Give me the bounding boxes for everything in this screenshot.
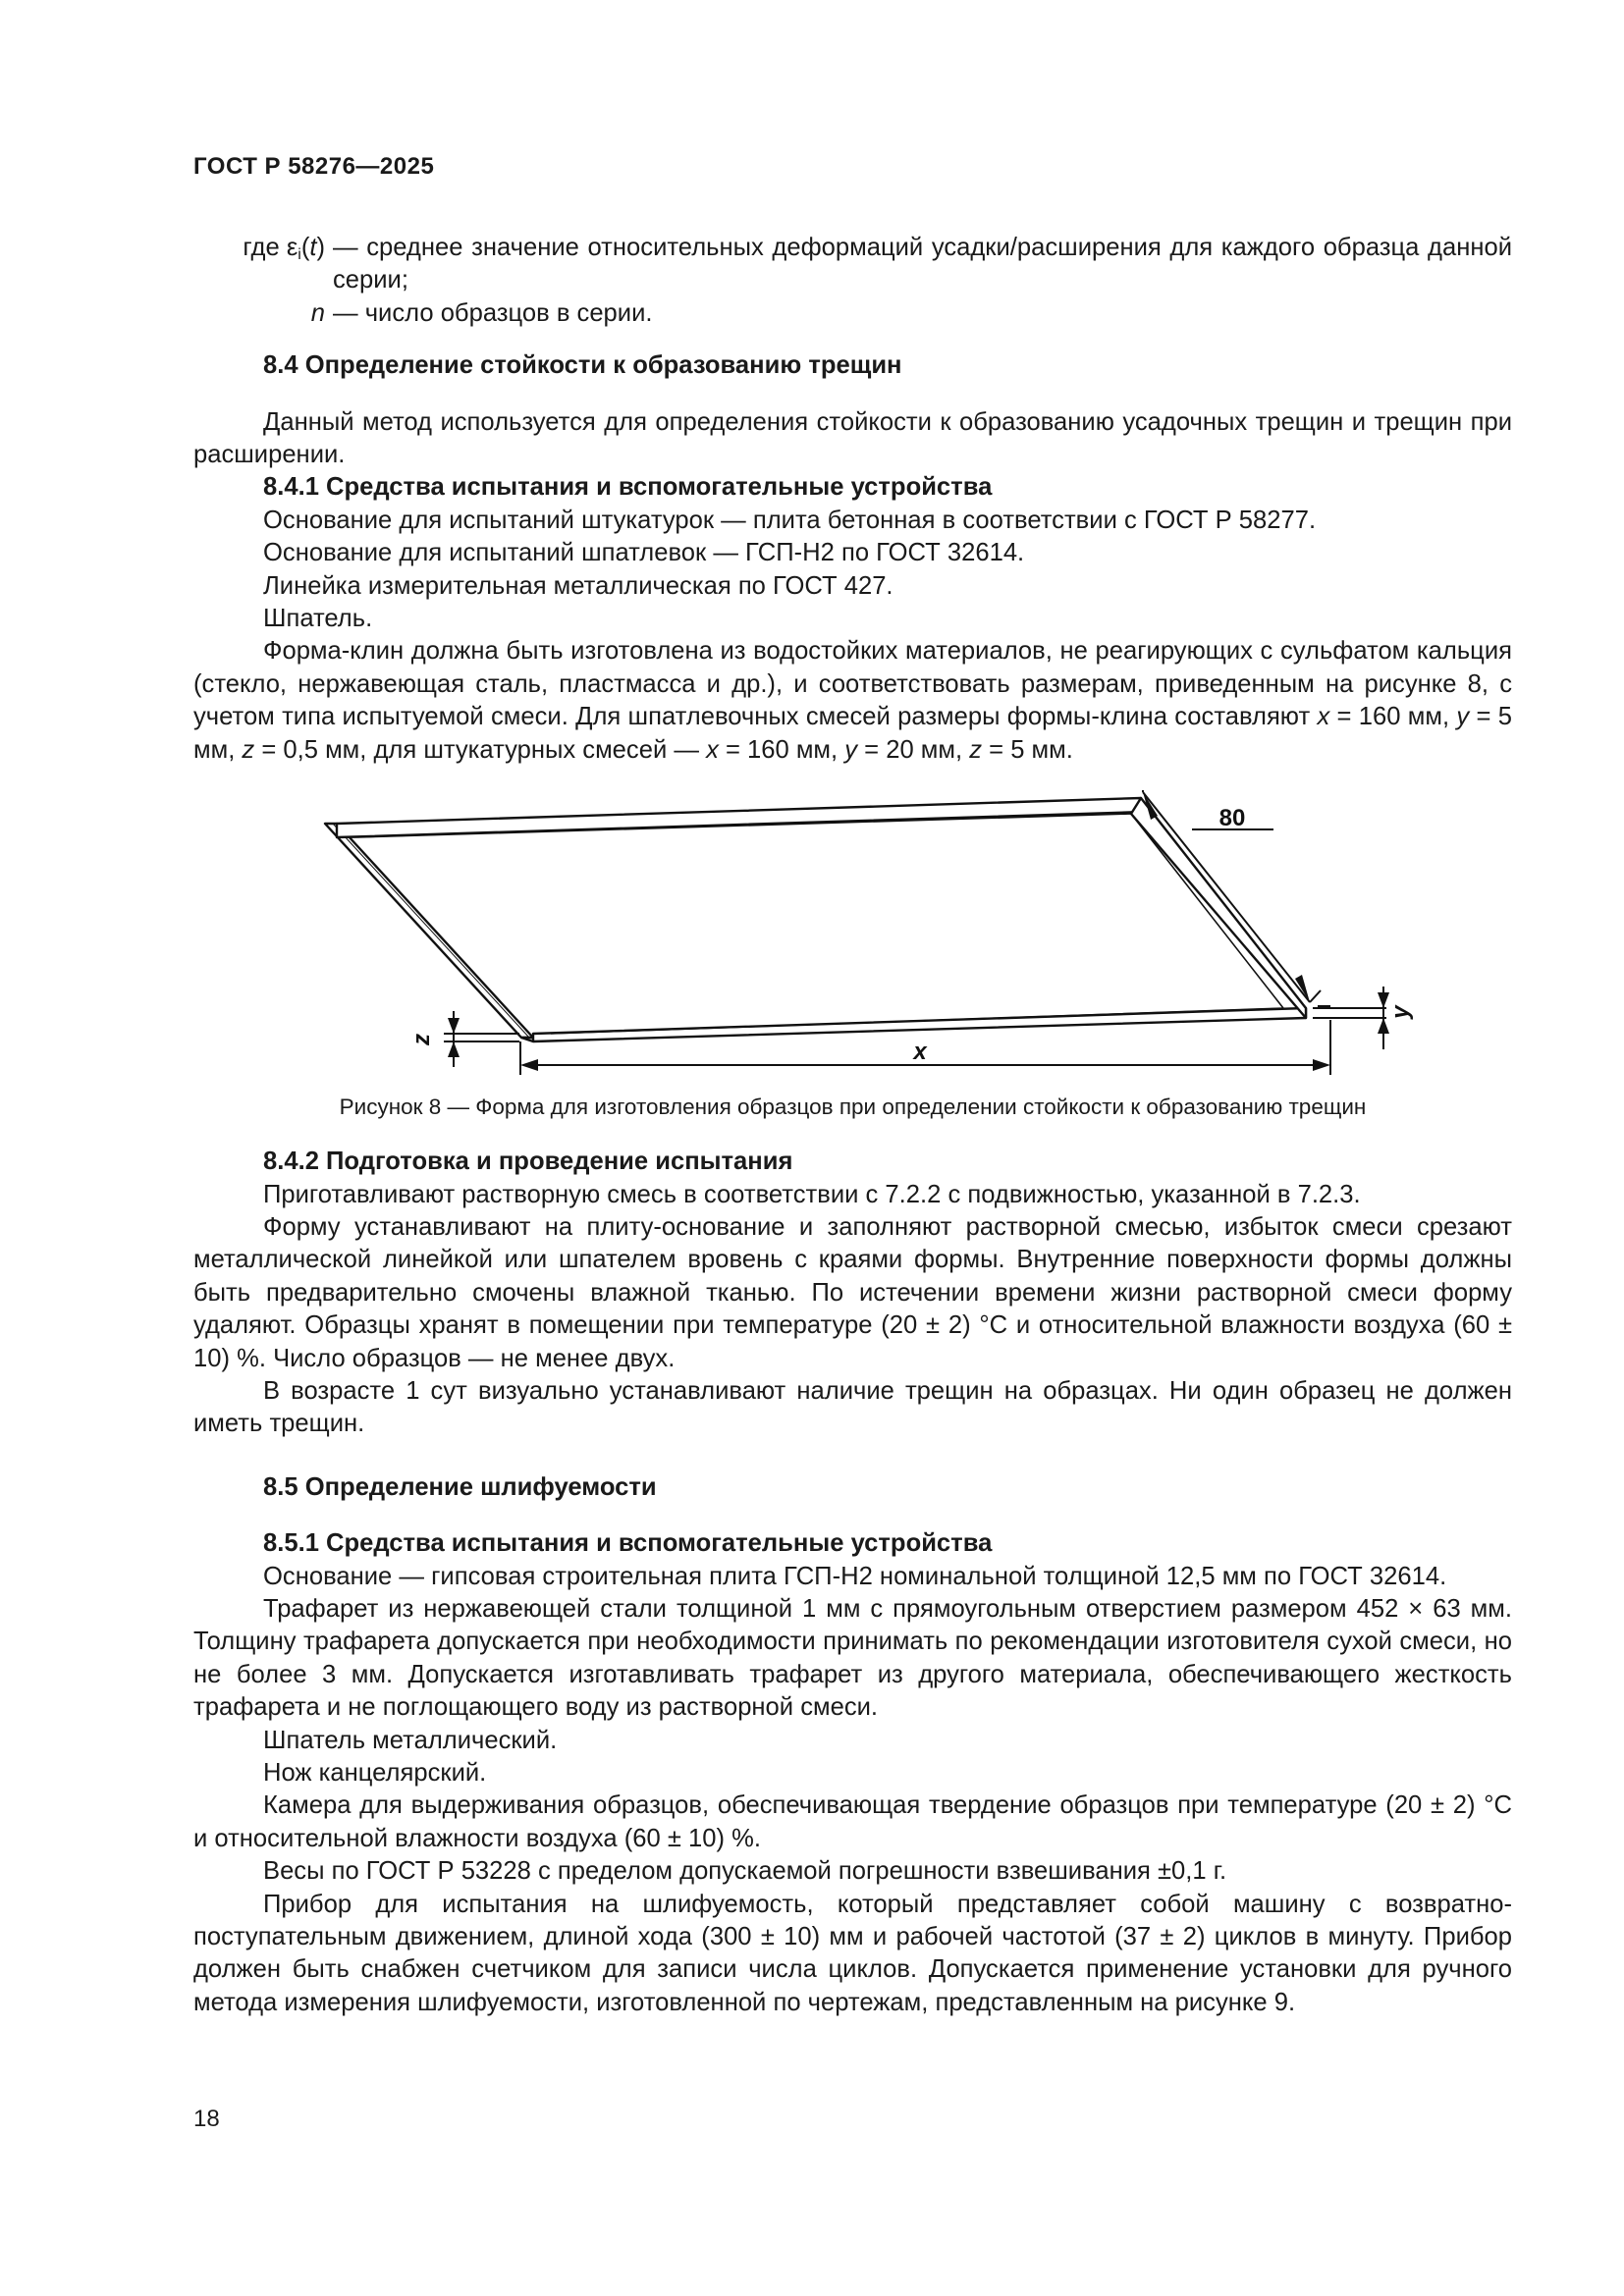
figure-8 [193, 767, 1512, 1093]
paragraph: Нож канцелярский. [263, 1759, 487, 1787]
section-8-5-title: 8.5 Определение шлифуемости [263, 1472, 657, 1501]
document-body [193, 232, 1512, 2019]
section-8-4-title: 8.4 Определение стойкости к образованию трещин [263, 351, 902, 380]
paragraph: Приготавливают растворную смесь в соответствии с 7.2.2 с подвижностью, указанной в 7.2.3. [263, 1180, 1361, 1208]
paragraph: Основание для испытаний штукатурок — плита бетонная в соответствии с ГОСТ Р 58277. [263, 506, 1317, 534]
formula-legend [193, 232, 1512, 330]
document-header: ГОСТ Р 58276—2025 [193, 153, 435, 180]
figure-8-caption: Рисунок 8 — Форма для изготовления образцов при определении стойкости к образованию трещин [339, 1095, 1367, 1120]
dimension-label-z: z [408, 1034, 435, 1046]
paragraph: Камера для выдерживания образцов, обеспечивающая твердение образцов при температуре (20 ± 2) °С и относительной влажности воздуха (60 ± 10) %. [193, 1791, 1512, 1852]
paragraph: Основание — гипсовая строительная плита ГСП-Н2 номинальной толщиной 12,5 мм по ГОСТ 32614. [263, 1562, 1447, 1590]
legend-term-n: n [310, 298, 325, 327]
paragraph: Форму устанавливают на плиту-основание и заполняют растворной смесью, избыток смеси срезают металлической линейкой или шпателем вровень с краями формы. Внутренние поверхности формы должны быть предварительно смочены влажной тканью. По истечении времени жизни растворной смеси форму удаляют. Образцы хранят в помещении при температуре (20 ± 2) °С и относительной влажности воздуха (60 ± 10) %. Число образцов — не менее двух. [193, 1212, 1512, 1372]
paragraph: Шпатель. [263, 605, 373, 633]
paragraph: Весы по ГОСТ Р 53228 с пределом допускаемой погрешности взвешивания ±0,1 г. [263, 1857, 1227, 1886]
paragraph: Прибор для испытания на шлифуемость, который представляет собой машину с возвратно-поступательным движением, длиной хода (300 ± 10) мм и рабочей частотой (37 ± 2) циклов в минуту. Прибор должен быть снабжен счетчиком для записи числа циклов. Допускается применение установки для ручного метода измерения шлифуемости, изготовленной по чертежам, представленным на рисунке 9. [193, 1890, 1512, 2016]
page-number: 18 [193, 2106, 220, 2132]
dimension-label-x: x [913, 1039, 927, 1066]
legend-desc-epsilon: — среднее значение относительных деформаций усадки/расширения для каждого образца данной серии; [333, 234, 1512, 294]
legend-term-epsilon: где $\varepsilon_i(t)$ [243, 234, 325, 263]
section-8-5-1-title: 8.5.1 Средства испытания и вспомогательные устройства [263, 1529, 993, 1558]
section-8-4-2-title: 8.4.2 Подготовка и проведение испытания [263, 1148, 793, 1176]
dimension-label-y: y [1387, 1005, 1414, 1019]
paragraph: Шпатель металлический. [263, 1726, 558, 1754]
section-8-4-1-title: 8.4.1 Средства испытания и вспомогательные устройства [263, 473, 993, 502]
legend-desc-n: — число образцов в серии. [333, 298, 653, 327]
paragraph-form-wedge: Форма-клин должна быть изготовлена из водостойких материалов, не реагирующих с сульфатом кальция (стекло, нержавеющая сталь, пластмасса и др.), и соответствовать размерам, приведенным на рисунке 8, с учетом типа испытуемой смеси. Для шпатлевочных смесей размеры формы-клина составляют x = 160 мм, y = 5 мм, z = 0,5 мм, для штукатурных смесей — x = 160 мм, y = 20 мм, z = 5 мм. [193, 637, 1512, 764]
paragraph: Трафарет из нержавеющей стали толщиной 1 мм с прямоугольным отверстием размером 452 × 63 мм. Толщину трафарета допускается при необходимости принимать по рекомендации изготовителя сухой смеси, но не более 3 мм. Допускается изготавливать трафарет из другого материала, обеспечивающего жесткость трафарета и не поглощающего воду из растворной смеси. [193, 1594, 1512, 1722]
paragraph: Основание для испытаний шпатлевок — ГСП-Н2 по ГОСТ 32614. [263, 539, 1025, 567]
paragraph: В возрасте 1 сут визуально устанавливают наличие трещин на образцах. Ни один образец не должен иметь трещин. [193, 1376, 1512, 1438]
dimension-label-80: 80 [1218, 805, 1246, 832]
section-8-4-intro: Данный метод используется для определения стойкости к образованию усадочных трещин и трещин при расширении. [193, 407, 1512, 469]
wedge-form-drawing [193, 790, 1512, 1085]
paragraph: Линейка измерительная металлическая по ГОСТ 427. [263, 571, 893, 600]
